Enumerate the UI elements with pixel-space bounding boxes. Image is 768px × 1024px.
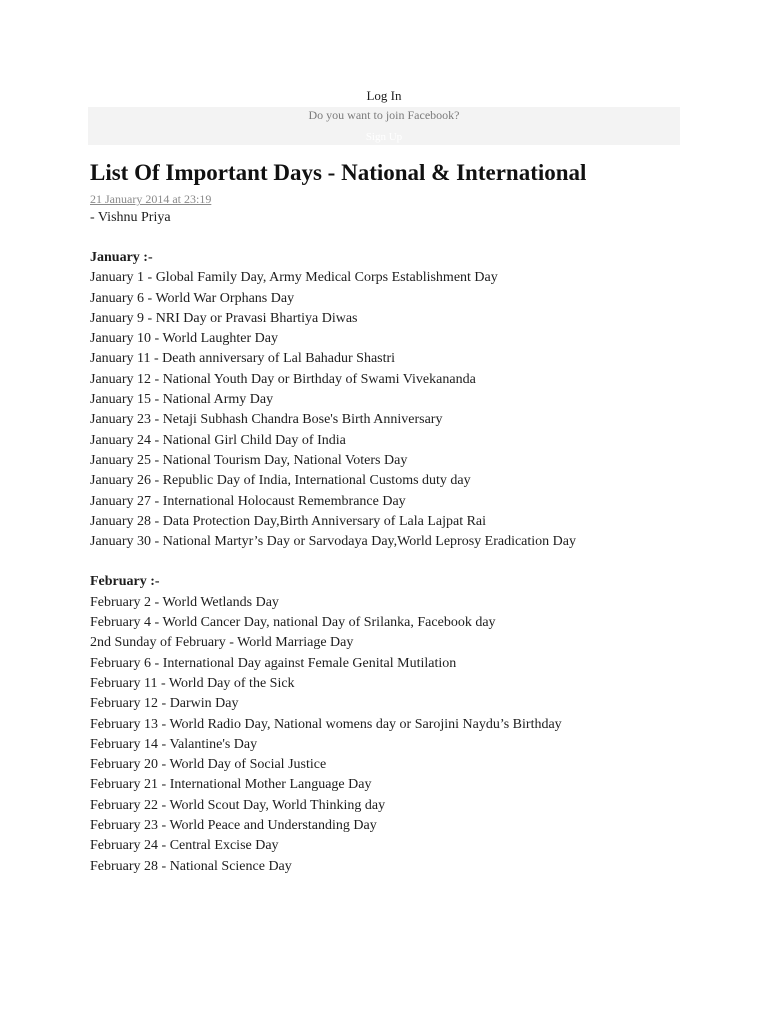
join-prompt: Do you want to join Facebook? [308,108,460,122]
list-item: January 23 - Netaji Subhash Chandra Bose's Birth Anniversary [90,412,443,428]
list-item: February 20 - World Day of Social Justice [90,757,327,773]
page-title: List Of Important Days - National & International [90,160,587,185]
list-item: February 2 - World Wetlands Day [90,594,279,610]
list-item: January 25 - National Tourism Day, National Voters Day [90,452,408,468]
list-item: February 21 - International Mother Language Day [90,777,372,793]
list-item: February 6 - International Day against Female Genital Mutilation [90,655,457,671]
list-item: January 11 - Death anniversary of Lal Bahadur Shastri [90,351,396,367]
list-item: February 12 - Darwin Day [90,696,239,712]
list-item: February 23 - World Peace and Understanding Day [90,818,377,834]
list-item: January 1 - Global Family Day, Army Medical Corps Establishment Day [90,270,498,286]
list-item: January 12 - National Youth Day or Birthday of Swami Vivekananda [90,371,476,387]
join-facebook-box [88,107,680,145]
list-item: January 10 - World Laughter Day [90,331,278,347]
list-item: February 11 - World Day of the Sick [90,675,295,691]
article [90,156,730,877]
section-heading: January :- [90,250,153,265]
list-item: February 28 - National Science Day [90,858,292,874]
list-item: January 27 - International Holocaust Remembrance Day [90,493,406,509]
list-item: February 22 - World Scout Day, World Thinking day [90,797,386,813]
list-item: January 15 - National Army Day [90,392,274,408]
list-item: February 4 - World Cancer Day, national Day of Srilanka, Facebook day [90,615,496,631]
login-link[interactable]: Log In [366,88,402,103]
list-item: February 14 - Valantine's Day [90,736,258,752]
facebook-login-bar [0,88,768,104]
author-line: - Vishnu Priya [90,210,171,225]
signup-button[interactable]: Sign Up [365,131,403,143]
section-february [90,572,730,876]
list-item: February 13 - World Radio Day, National womens day or Sarojini Naydu’s Birthday [90,716,562,732]
list-item: January 28 - Data Protection Day,Birth Anniversary of Lala Lajpat Rai [90,513,487,529]
section-january [90,248,730,552]
list-item: January 26 - Republic Day of India, International Customs duty day [90,473,471,489]
list-item: January 9 - NRI Day or Pravasi Bhartiya Diwas [90,310,358,326]
list-item: January 6 - World War Orphans Day [90,290,295,306]
list-item: January 24 - National Girl Child Day of India [90,432,346,448]
list-item: January 30 - National Martyr’s Day or Sarvodaya Day,World Leprosy Eradication Day [90,534,577,550]
section-heading: February :- [90,574,160,590]
post-date-link[interactable]: 21 January 2014 at 23:19 [90,192,212,206]
list-item: 2nd Sunday of February - World Marriage Day [90,635,354,651]
list-item: February 24 - Central Excise Day [90,838,279,854]
